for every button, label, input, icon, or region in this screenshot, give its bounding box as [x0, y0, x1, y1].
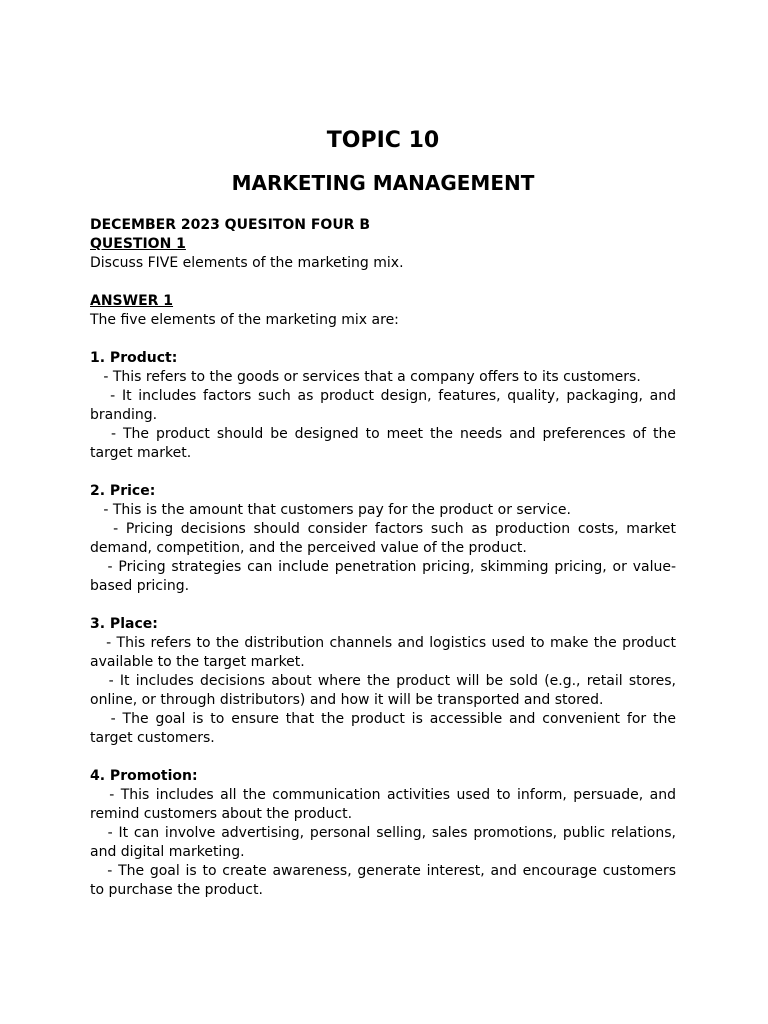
bullet-item: - It includes decisions about where the product will be sold (e.g., retail stores, online, or through distributors) and how it will be transported and stored.: [90, 673, 676, 708]
section-heading: 2. Price:: [90, 483, 156, 499]
spacer: [90, 273, 676, 292]
question-label: QUESTION 1: [90, 236, 186, 252]
bullet-item: - Pricing strategies can include penetration pricing, skimming pricing, or value-based pricing.: [90, 559, 676, 594]
bullet-item: - It can involve advertising, personal selling, sales promotions, public relations, and digital marketing.: [90, 825, 676, 860]
answer-label: ANSWER 1: [90, 293, 174, 309]
spacer: [90, 330, 676, 349]
document-body: [90, 216, 676, 900]
spacer: [90, 748, 676, 767]
bullet-item: - It includes factors such as product design, features, quality, packaging, and branding.: [90, 388, 677, 423]
bullet-item: - The goal is to create awareness, generate interest, and encourage customers to purchase the product.: [90, 863, 677, 898]
bullet-item: - This includes all the communication activities used to inform, persuade, and remind customers about the product.: [90, 787, 676, 822]
answer-intro: The five elements of the marketing mix are:: [90, 312, 399, 328]
section-place: [90, 615, 676, 748]
question-text: Discuss FIVE elements of the marketing mix.: [90, 255, 404, 271]
bullet-item: - This is the amount that customers pay for the product or service.: [103, 502, 571, 518]
page-title: TOPIC 10: [326, 128, 440, 153]
section-heading: 4. Promotion:: [90, 768, 198, 784]
bullet-item: - This refers to the goods or services that a company offers to its customers.: [103, 369, 641, 385]
exam-reference: DECEMBER 2023 QUESITON FOUR B: [90, 217, 371, 233]
bullet-item: - Pricing decisions should consider factors such as production costs, market demand, competition, and the perceived value of the product.: [90, 521, 676, 556]
section-price: [90, 482, 676, 596]
bullet-item: - The goal is to ensure that the product is accessible and convenient for the target customers.: [90, 711, 676, 746]
spacer: [90, 463, 676, 482]
section-heading: 1. Product:: [90, 350, 178, 366]
section-promotion: [90, 767, 676, 900]
section-heading: 3. Place:: [90, 616, 158, 632]
spacer: [90, 596, 676, 615]
bullet-item: - This refers to the distribution channels and logistics used to make the product available to the target market.: [90, 635, 676, 670]
bullet-item: - The product should be designed to meet the needs and preferences of the target market.: [90, 426, 676, 461]
page-subtitle: MARKETING MANAGEMENT: [231, 171, 535, 195]
section-product: [90, 349, 676, 463]
